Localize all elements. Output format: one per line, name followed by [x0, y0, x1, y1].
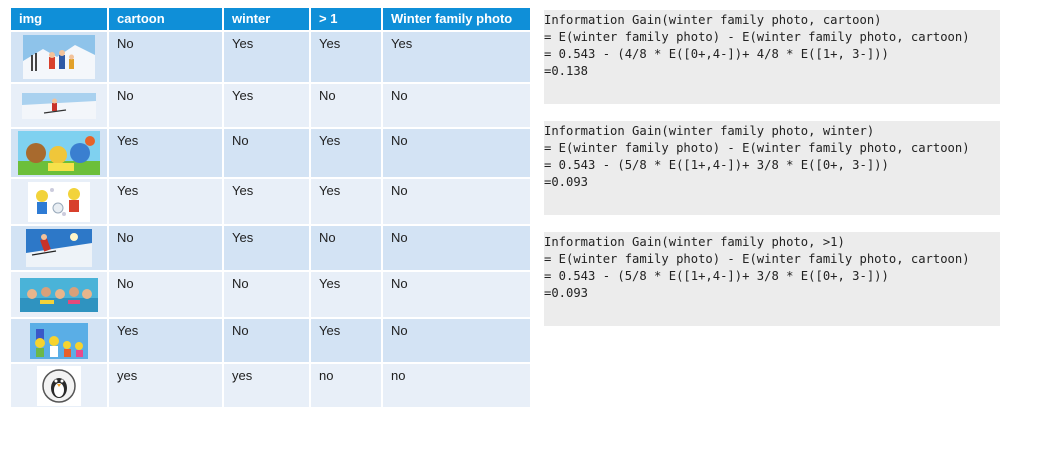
cell-winter: yes — [224, 364, 311, 409]
cell-winter: Yes — [224, 179, 311, 226]
img-cell — [11, 226, 109, 272]
cell-cartoon: Yes — [109, 129, 224, 179]
cell-cartoon: No — [109, 84, 224, 129]
table-row — [11, 364, 530, 409]
table-row — [11, 84, 530, 129]
cell-winter: Yes — [224, 32, 311, 84]
cell-winter-family-photo: Yes — [383, 32, 530, 84]
ski-family-photo — [23, 35, 95, 79]
calc-line: Information Gain(winter family photo, >1) — [544, 235, 845, 249]
calc-line: = E(winter family photo) - E(winter family photo, cartoon) — [544, 252, 970, 266]
cell-winter-family-photo: No — [383, 84, 530, 129]
cell-winter-family-photo: No — [383, 179, 530, 226]
cell-cartoon: Yes — [109, 179, 224, 226]
calc-line: = E(winter family photo) - E(winter family photo, cartoon) — [544, 30, 970, 44]
cell-winter-family-photo: No — [383, 129, 530, 179]
cell-gt1: Yes — [311, 272, 383, 319]
header-winter-family-photo: Winter family photo — [383, 8, 530, 32]
calc-line: Information Gain(winter family photo, cartoon) — [544, 13, 882, 27]
header-cartoon: cartoon — [109, 8, 224, 32]
cell-gt1: No — [311, 84, 383, 129]
calc-line: = 0.543 - (5/8 * E([1+,4-])+ 3/8 * E([0+, 3-])) — [544, 158, 889, 172]
cell-cartoon: No — [109, 32, 224, 84]
cartoon-bear-group — [18, 131, 100, 175]
cell-cartoon: Yes — [109, 319, 224, 364]
cartoon-family — [30, 323, 88, 359]
table-row — [11, 129, 530, 179]
table-row — [11, 226, 530, 272]
img-cell — [11, 84, 109, 129]
cell-winter: No — [224, 272, 311, 319]
pool-family-photo — [20, 278, 98, 312]
cell-cartoon: No — [109, 226, 224, 272]
cell-winter-family-photo: No — [383, 226, 530, 272]
img-cell — [11, 364, 109, 409]
img-cell — [11, 179, 109, 226]
header-img: img — [11, 8, 109, 32]
header-gt1: > 1 — [311, 8, 383, 32]
cell-gt1: Yes — [311, 319, 383, 364]
calc-line: = E(winter family photo) - E(winter family photo, cartoon) — [544, 141, 970, 155]
cell-winter: No — [224, 129, 311, 179]
cell-winter-family-photo: No — [383, 272, 530, 319]
cell-gt1: Yes — [311, 32, 383, 84]
calc-line: = 0.543 - (5/8 * E([1+,4-])+ 3/8 * E([0+, 3-])) — [544, 269, 889, 283]
table-row — [11, 319, 530, 364]
table-header-row — [11, 8, 530, 32]
table-row — [11, 272, 530, 319]
info-gain-gt1-box — [544, 232, 1000, 326]
cell-gt1: No — [311, 226, 383, 272]
cell-winter-family-photo: no — [383, 364, 530, 409]
header-winter: winter — [224, 8, 311, 32]
calc-result: =0.093 — [544, 175, 589, 189]
cell-cartoon: No — [109, 272, 224, 319]
cell-cartoon: yes — [109, 364, 224, 409]
cell-winter: Yes — [224, 226, 311, 272]
table-row — [11, 179, 530, 226]
cell-gt1: no — [311, 364, 383, 409]
calc-result: =0.093 — [544, 286, 589, 300]
snow-skier-photo — [22, 93, 96, 119]
cell-winter-family-photo: No — [383, 319, 530, 364]
cartoon-penguin — [37, 366, 81, 406]
img-cell — [11, 129, 109, 179]
cell-gt1: Yes — [311, 129, 383, 179]
calc-result: =0.138 — [544, 64, 589, 78]
img-cell — [11, 319, 109, 364]
info-gain-cartoon-box — [544, 10, 1000, 104]
cell-gt1: Yes — [311, 179, 383, 226]
img-cell — [11, 32, 109, 84]
calc-line: = 0.543 - (4/8 * E([0+,4-])+ 4/8 * E([1+, 3-])) — [544, 47, 889, 61]
training-data-table — [11, 8, 530, 409]
cartoon-snowball — [28, 182, 90, 222]
cell-winter: Yes — [224, 84, 311, 129]
cell-winter: No — [224, 319, 311, 364]
calc-line: Information Gain(winter family photo, winter) — [544, 124, 875, 138]
info-gain-winter-box — [544, 121, 1000, 215]
ski-jump-photo — [26, 229, 92, 267]
img-cell — [11, 272, 109, 319]
table-row — [11, 32, 530, 84]
